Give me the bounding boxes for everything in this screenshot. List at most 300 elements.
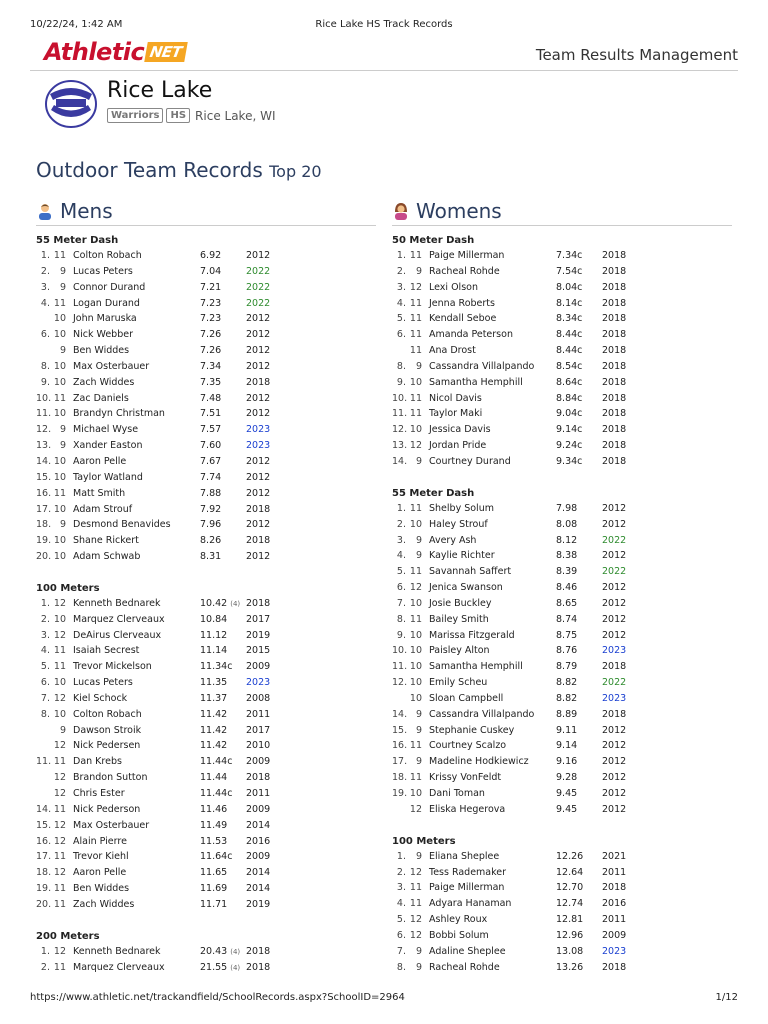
record-mark-link[interactable] (556, 406, 582, 422)
mark-value: 11.49 (200, 819, 228, 831)
athlete-name-link[interactable]: Sloan Campbell (429, 692, 504, 704)
athlete-name-link[interactable]: Krissy VonFeldt (429, 772, 502, 784)
record-year-link[interactable]: 2018 (602, 882, 627, 894)
athlete-name-link[interactable]: Adyara Hanaman (429, 898, 512, 910)
athlete-name-link[interactable]: Emily Scheu (429, 677, 488, 689)
record-year-link[interactable]: 2012 (246, 329, 271, 341)
record-year-link[interactable]: 2022 (602, 566, 627, 578)
athlete-name-link[interactable]: Ashley Roux (429, 914, 488, 926)
athlete-name-link[interactable]: Paisley Alton (429, 645, 490, 657)
record-mark-link[interactable] (200, 770, 227, 786)
record-rank: 11. (36, 408, 52, 420)
record-year-link[interactable]: 2014 (246, 883, 271, 895)
record-year-link[interactable]: 2008 (246, 692, 271, 704)
athlete-name-link[interactable]: Colton Robach (73, 708, 142, 720)
record-mark-link[interactable] (556, 311, 582, 327)
record-mark-link[interactable] (200, 628, 227, 644)
record-rank: 17. (392, 756, 408, 768)
athlete-name-link[interactable]: Colton Robach (73, 250, 142, 261)
record-mark-link[interactable] (556, 707, 577, 723)
athlete-name-link[interactable]: Kendall Seboe (429, 313, 497, 325)
record-year-link[interactable]: 2018 (602, 297, 627, 309)
record-mark-link[interactable] (200, 375, 221, 391)
record-year-link[interactable]: 2023 (246, 424, 271, 436)
record-rank: 11. (36, 756, 52, 768)
event-title[interactable]: 50 Meter Dash (392, 235, 475, 246)
athlete-name-link[interactable]: Cassandra Villalpando (429, 708, 535, 720)
record-rank: 6. (396, 582, 406, 594)
record-grade: 12 (409, 440, 422, 452)
event-title[interactable]: 55 Meter Dash (36, 235, 119, 246)
athlete-name-link[interactable]: Chris Ester (73, 788, 125, 799)
record-year-link[interactable]: 2012 (246, 250, 271, 261)
record-year-link[interactable]: 2022 (246, 297, 271, 309)
record-year-link[interactable]: 2019 (246, 898, 271, 910)
athlete-name-link[interactable]: Jenna Roberts (429, 297, 495, 309)
record-year-link[interactable]: 2017 (246, 724, 271, 736)
athlete-name-link[interactable]: Kenneth Bednarek (73, 945, 161, 957)
record-mark-link[interactable] (556, 643, 577, 659)
athlete-name-link[interactable]: Nick Pederson (73, 803, 141, 815)
athlete-name-link[interactable]: Kaylie Richter (429, 550, 495, 562)
record-year-link[interactable]: 2022 (246, 265, 271, 277)
athlete-name-link[interactable]: Taylor Maki (429, 408, 483, 420)
record-year-link[interactable]: 2022 (246, 281, 271, 293)
record-year-link[interactable]: 2012 (602, 597, 627, 609)
athlete-name-link[interactable]: Dawson Stroik (73, 724, 142, 736)
record-year-link[interactable]: 2023 (602, 645, 627, 657)
record-year-link[interactable]: 2014 (246, 819, 271, 831)
record-mark-link[interactable] (200, 818, 227, 834)
record-rank: 2. (396, 265, 406, 277)
record-year-link[interactable]: 2018 (246, 597, 271, 609)
record-mark-link[interactable] (556, 802, 577, 818)
athlete-name-link[interactable]: Kenneth Bednarek (73, 597, 161, 609)
record-mark-link[interactable] (556, 691, 577, 707)
record-mark-link[interactable] (556, 248, 582, 264)
record-grade: 11 (409, 898, 422, 910)
record-year-link[interactable]: 2018 (602, 313, 627, 325)
record-mark-link[interactable] (556, 264, 582, 280)
athlete-name-link[interactable]: Stephanie Cuskey (429, 724, 515, 736)
record-mark-link[interactable] (200, 549, 221, 565)
record-year-link[interactable]: 2012 (602, 613, 627, 625)
record-grade: 12 (53, 629, 66, 641)
record-year-link[interactable]: 2018 (602, 250, 627, 261)
record-mark-link[interactable] (556, 723, 577, 739)
record-row (36, 422, 372, 438)
mark-value: 9.16 (556, 756, 578, 768)
athlete-name-link[interactable]: Isaiah Secrest (73, 645, 140, 657)
record-year-link[interactable]: 2018 (246, 945, 271, 957)
record-row (392, 691, 728, 707)
mens-column (36, 198, 372, 975)
athlete-name-link[interactable]: Adaline Sheplee (429, 945, 506, 957)
record-mark-link[interactable] (200, 675, 227, 691)
record-year-link[interactable]: 2018 (246, 772, 271, 784)
record-mark-link[interactable] (556, 754, 577, 770)
record-mark-link[interactable] (556, 960, 583, 976)
record-year-link[interactable]: 2012 (246, 551, 271, 563)
record-mark-link[interactable] (556, 770, 577, 786)
level-badge[interactable]: HS (166, 108, 190, 123)
record-year-link[interactable]: 2017 (246, 613, 271, 625)
record-year-link[interactable]: 2012 (602, 550, 627, 562)
record-mark-link[interactable] (556, 580, 577, 596)
record-mark-link[interactable] (556, 849, 583, 865)
record-mark-link[interactable] (200, 533, 221, 549)
record-mark-link[interactable] (556, 501, 577, 517)
record-year-link[interactable]: 2012 (246, 471, 271, 483)
athlete-name-link[interactable]: Marquez Clerveaux (73, 613, 165, 625)
mark-value: 7.23 (200, 297, 222, 309)
athlete-name-link[interactable]: Avery Ash (429, 534, 477, 546)
athlete-name-link[interactable]: Paige Millerman (429, 250, 505, 261)
athlete-name-link[interactable]: Courtney Scalzo (429, 740, 507, 752)
record-year-link[interactable]: 2023 (246, 677, 271, 689)
record-mark-link[interactable] (200, 612, 227, 628)
record-row (392, 770, 728, 786)
record-year-link[interactable]: 2018 (602, 265, 627, 277)
record-mark-link[interactable] (556, 454, 582, 470)
record-year-link[interactable]: 2023 (602, 945, 627, 957)
athlete-name-link[interactable]: Marquez Clerveaux (73, 961, 165, 973)
athlete-name-link[interactable]: Lucas Peters (73, 677, 133, 689)
record-year-link[interactable]: 2012 (246, 519, 271, 531)
athlete-name-link[interactable]: Adam Strouf (73, 503, 133, 515)
athlete-name-link[interactable]: Bobbi Solum (429, 929, 489, 941)
record-year-link[interactable]: 2012 (246, 360, 271, 372)
record-year-link[interactable]: 2012 (602, 629, 627, 641)
event-title[interactable]: 200 Meters (36, 930, 100, 942)
athlete-name-link[interactable]: Shelby Solum (429, 502, 494, 514)
record-year-link[interactable]: 2019 (246, 629, 271, 641)
athlete-name-link[interactable]: Nick Webber (73, 329, 133, 341)
record-row (36, 486, 372, 502)
record-year-link[interactable]: 2018 (602, 329, 627, 341)
record-mark-link[interactable] (556, 359, 582, 375)
athlete-name-link[interactable]: Ben Widdes (73, 345, 130, 357)
athlete-name-link[interactable]: Trevor Mickelson (73, 661, 152, 673)
record-mark-link[interactable] (556, 880, 583, 896)
record-year-link[interactable]: 2016 (602, 898, 627, 910)
record-year-link[interactable]: 2010 (246, 740, 271, 752)
athlete-name-link[interactable]: Jenica Swanson (429, 582, 503, 594)
record-mark-link[interactable] (200, 643, 227, 659)
record-year-link[interactable]: 2018 (602, 345, 627, 357)
print-header (30, 19, 738, 33)
athlete-name-link[interactable]: Brandyn Christman (73, 408, 165, 420)
record-mark-link[interactable] (200, 802, 227, 818)
athlete-name-link[interactable]: Lexi Olson (429, 281, 478, 293)
athlete-name-link[interactable]: Max Osterbauer (73, 360, 150, 372)
record-mark-link[interactable] (556, 944, 583, 960)
record-year-link[interactable]: 2018 (246, 503, 271, 515)
record-mark-link[interactable] (200, 691, 227, 707)
record-mark-link[interactable] (556, 327, 582, 343)
record-mark-link[interactable] (556, 596, 577, 612)
record-mark-link[interactable] (200, 264, 221, 280)
record-mark-link[interactable] (556, 659, 577, 675)
record-mark-link[interactable] (200, 422, 221, 438)
record-mark-link[interactable] (200, 327, 221, 343)
athlete-name-link[interactable]: Josie Buckley (429, 597, 492, 609)
mark-value: 7.51 (200, 408, 222, 420)
athlete-name-link[interactable]: Zac Daniels (73, 392, 129, 404)
record-rank: 6. (396, 929, 406, 941)
record-grade: 11 (53, 645, 66, 657)
record-year-link[interactable]: 2012 (246, 487, 271, 499)
athlete-name-link[interactable]: Zach Widdes (73, 898, 135, 910)
record-year-link[interactable]: 2018 (602, 455, 627, 467)
record-mark-link[interactable] (200, 881, 227, 897)
athlete-name-link[interactable]: Zach Widdes (73, 376, 135, 388)
record-year-link[interactable]: 2023 (246, 440, 271, 452)
record-year-link[interactable]: 2022 (602, 677, 627, 689)
athlete-name-link[interactable]: Savannah Saffert (429, 566, 512, 578)
record-year-link[interactable]: 2009 (246, 851, 271, 863)
mark-value: 11.14 (200, 645, 228, 657)
athlete-name-link[interactable]: Samantha Hemphill (429, 376, 523, 388)
record-row (36, 264, 372, 280)
record-grade: 11 (53, 661, 66, 673)
event-title[interactable]: 100 Meters (392, 835, 456, 847)
record-grade: 11 (409, 345, 422, 357)
record-year-link[interactable]: 2018 (602, 408, 627, 420)
record-year-link[interactable]: 2018 (602, 440, 627, 452)
record-year-link[interactable]: 2016 (246, 835, 271, 847)
record-rank: 1. (396, 250, 406, 261)
record-mark-link[interactable] (200, 865, 227, 881)
record-year-link[interactable]: 2012 (246, 455, 271, 467)
record-year-link[interactable]: 2012 (246, 408, 271, 420)
record-year-link[interactable]: 2018 (246, 961, 271, 973)
record-year-link[interactable]: 2015 (246, 645, 271, 657)
athlete-name-link[interactable]: Eliana Sheplee (429, 850, 500, 862)
record-year-link[interactable]: 2012 (602, 756, 627, 768)
athlete-name-link[interactable]: Max Osterbauer (73, 819, 150, 831)
record-year-link[interactable]: 2009 (246, 661, 271, 673)
record-year-link[interactable]: 2014 (246, 867, 271, 879)
record-mark-link[interactable] (556, 422, 582, 438)
athlete-name-link[interactable]: Amanda Peterson (429, 329, 513, 341)
event-title[interactable]: 55 Meter Dash (392, 487, 475, 499)
athlete-name-link[interactable]: Cassandra Villalpando (429, 360, 535, 372)
record-mark-link[interactable] (200, 723, 227, 739)
record-year-link[interactable]: 2009 (246, 756, 271, 768)
record-mark-link[interactable] (556, 786, 577, 802)
record-rank: 16. (36, 487, 52, 499)
record-mark-link[interactable] (200, 486, 221, 502)
record-year-link[interactable]: 2012 (602, 788, 627, 799)
athlete-name-link[interactable]: Matt Smith (73, 487, 126, 499)
athlete-name-link[interactable]: Aaron Pelle (73, 455, 127, 467)
record-mark-link[interactable] (200, 248, 221, 264)
athlete-name-link[interactable]: Nick Pedersen (73, 740, 141, 752)
record-year-link[interactable]: 2012 (602, 740, 627, 752)
record-mark-link[interactable] (200, 944, 240, 961)
mark-value: 11.35 (200, 677, 228, 689)
record-mark-link[interactable] (200, 754, 232, 770)
athlete-name-link[interactable]: Brandon Sutton (73, 772, 148, 784)
record-mark-link[interactable] (556, 564, 577, 580)
record-mark-link[interactable] (200, 296, 221, 312)
record-year-link[interactable]: 2018 (602, 961, 627, 973)
athlete-name-link[interactable]: Desmond Benavides (73, 519, 171, 531)
record-mark-link[interactable] (200, 502, 221, 518)
record-grade: 10 (409, 597, 422, 609)
athlete-name-link[interactable]: Courtney Durand (429, 455, 511, 467)
athlete-name-link[interactable]: Racheal Rohde (429, 265, 500, 277)
record-year-link[interactable]: 2021 (602, 850, 627, 862)
athlete-name-link[interactable]: Dan Krebs (73, 756, 122, 768)
record-mark-link[interactable] (200, 454, 221, 470)
mark-value: 11.42 (200, 724, 228, 736)
record-mark-link[interactable] (200, 391, 221, 407)
record-year-link[interactable]: 2009 (602, 929, 627, 941)
athlete-name-link[interactable]: Adam Schwab (73, 551, 141, 563)
record-mark-link[interactable] (556, 928, 583, 944)
record-mark-link[interactable] (556, 343, 582, 359)
record-mark-link[interactable] (556, 738, 577, 754)
record-rank: 13. (392, 440, 408, 452)
record-year-link[interactable]: 2018 (246, 535, 271, 547)
record-mark-link[interactable] (556, 628, 577, 644)
record-mark-link[interactable] (200, 786, 232, 802)
record-year-link[interactable]: 2012 (602, 518, 627, 530)
athlete-name-link[interactable]: Haley Strouf (429, 518, 488, 530)
record-year-link[interactable]: 2022 (602, 534, 627, 546)
athlete-name-link[interactable]: DeAirus Clerveaux (73, 629, 162, 641)
athlete-name-link[interactable]: Eliska Hegerova (429, 803, 506, 815)
athlete-name-link[interactable]: Jessica Davis (429, 424, 491, 436)
athlete-name-link[interactable]: Kiel Schock (73, 692, 128, 704)
record-rank: 20. (36, 898, 52, 910)
record-mark-link[interactable] (200, 343, 221, 359)
athlete-name-link[interactable]: John Maruska (73, 313, 137, 325)
team-results-management-link[interactable]: Team Results Management (535, 46, 738, 64)
record-year-link[interactable]: 2012 (602, 724, 627, 736)
athlete-name-link[interactable]: Madeline Hodkiewicz (429, 756, 529, 768)
mark-value: 8.39 (556, 566, 578, 578)
record-year-link[interactable]: 2018 (602, 708, 627, 720)
record-year-link[interactable]: 2012 (246, 313, 271, 325)
athlete-name-link[interactable]: Ana Drost (429, 345, 476, 357)
record-mark-link[interactable] (556, 517, 577, 533)
record-mark-link[interactable] (200, 406, 221, 422)
record-year-link[interactable]: 2018 (602, 360, 627, 372)
athlete-name-link[interactable]: Logan Durand (73, 297, 140, 309)
record-mark-link[interactable] (556, 280, 582, 296)
athlete-name-link[interactable]: Lucas Peters (73, 265, 133, 277)
mark-value: 7.96 (200, 519, 222, 531)
record-year-link[interactable]: 2018 (602, 392, 627, 404)
athlete-name-link[interactable]: Tess Rademaker (429, 866, 507, 878)
record-mark-link[interactable] (556, 375, 582, 391)
record-mark-link[interactable] (200, 834, 227, 850)
record-mark-link[interactable] (200, 960, 240, 977)
athlete-name-link[interactable]: Jordan Pride (429, 440, 487, 452)
record-mark-link[interactable] (556, 391, 582, 407)
record-year-link[interactable]: 2012 (602, 502, 627, 514)
record-mark-link[interactable] (200, 897, 227, 913)
record-mark-link[interactable] (200, 707, 227, 723)
record-year-link[interactable]: 2023 (602, 692, 627, 704)
record-year-link[interactable]: 2018 (246, 376, 271, 388)
record-mark-link[interactable] (200, 659, 232, 675)
record-mark-link[interactable] (200, 596, 240, 613)
record-mark-link[interactable] (556, 296, 582, 312)
athlete-name-link[interactable]: Racheal Rohde (429, 961, 500, 973)
record-year-link[interactable]: 2018 (602, 661, 627, 673)
record-year-link[interactable]: 2018 (602, 281, 627, 293)
record-grade: 9 (415, 756, 422, 768)
athlete-name-link[interactable]: Dani Toman (429, 788, 485, 799)
record-year-link[interactable]: 2011 (246, 788, 271, 799)
athlete-name-link[interactable]: Shane Rickert (73, 535, 139, 547)
record-mark-link[interactable] (200, 849, 232, 865)
athlete-name-link[interactable]: Taylor Watland (73, 471, 143, 483)
record-mark-link[interactable] (556, 865, 583, 881)
record-year-link[interactable]: 2011 (602, 914, 627, 926)
record-year-link[interactable]: 2012 (602, 803, 627, 815)
athlete-name-link[interactable]: Alain Pierre (73, 835, 127, 847)
event-title[interactable]: 100 Meters (36, 582, 100, 594)
record-year-link[interactable]: 2018 (602, 424, 627, 436)
record-mark-link[interactable] (556, 533, 577, 549)
athlete-name-link[interactable]: Bailey Smith (429, 613, 489, 625)
record-year-link[interactable]: 2011 (602, 866, 627, 878)
record-mark-link[interactable] (556, 896, 583, 912)
record-row (36, 533, 372, 549)
athletic-net-logo[interactable] (36, 36, 196, 66)
athlete-name-link[interactable]: Michael Wyse (73, 424, 139, 436)
record-row (392, 802, 728, 818)
athlete-name-link[interactable]: Aaron Pelle (73, 867, 127, 879)
record-year-link[interactable]: 2018 (602, 376, 627, 388)
athlete-name-link[interactable]: Xander Easton (73, 440, 143, 452)
record-mark-link[interactable] (200, 738, 227, 754)
record-year-link[interactable]: 2012 (602, 582, 627, 594)
record-mark-link[interactable] (556, 675, 577, 691)
athlete-name-link[interactable]: Samantha Hemphill (429, 661, 523, 673)
record-year-link[interactable]: 2012 (602, 772, 627, 784)
athlete-name-link[interactable]: Nicol Davis (429, 392, 482, 404)
record-mark-link[interactable] (200, 311, 221, 327)
record-year-link[interactable]: 2012 (246, 345, 271, 357)
record-mark-link[interactable] (200, 517, 221, 533)
record-mark-link[interactable] (556, 438, 582, 454)
athlete-name-link[interactable]: Marissa Fitzgerald (429, 629, 515, 641)
record-mark-link[interactable] (200, 438, 221, 454)
record-mark-link[interactable] (200, 359, 221, 375)
record-mark-link[interactable] (200, 280, 221, 296)
mascot-badge[interactable]: Warriors (107, 108, 163, 123)
record-mark-link[interactable] (556, 548, 577, 564)
record-year-link[interactable]: 2009 (246, 803, 271, 815)
athlete-name-link[interactable]: Ben Widdes (73, 883, 130, 895)
athlete-name-link[interactable]: Trevor Kiehl (73, 851, 129, 863)
record-mark-link[interactable] (556, 612, 577, 628)
athlete-name-link[interactable]: Connor Durand (73, 281, 146, 293)
record-row (36, 248, 372, 264)
mark-value: 11.46 (200, 803, 228, 815)
record-year-link[interactable]: 2012 (246, 392, 271, 404)
record-year-link[interactable]: 2011 (246, 708, 271, 720)
record-mark-link[interactable] (200, 470, 221, 486)
athlete-name-link[interactable]: Paige Millerman (429, 882, 505, 894)
record-mark-link[interactable] (556, 912, 583, 928)
